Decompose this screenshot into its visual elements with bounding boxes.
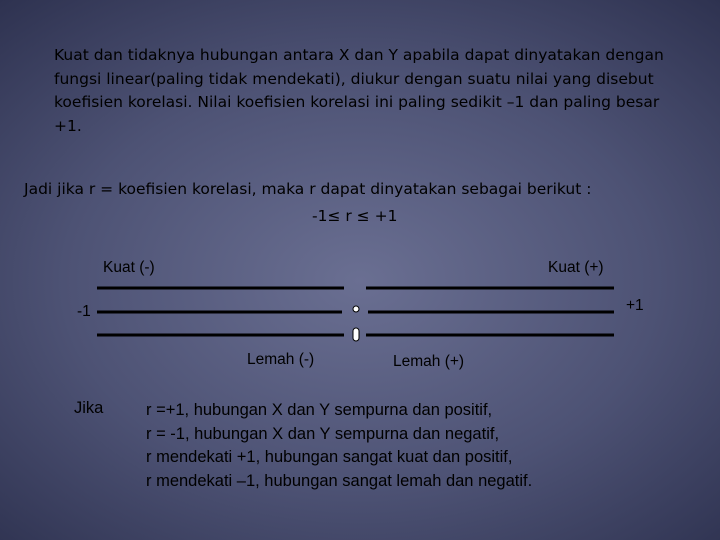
intro-line: Kuat dan tidaknya hubungan antara X dan Y apabila dapat dinyatakan dengan xyxy=(54,46,664,64)
inequality-text: -1≤ r ≤ +1 xyxy=(312,207,398,225)
conclusion-list xyxy=(146,399,532,493)
weak-negative-label: Lemah (-) xyxy=(247,351,315,368)
plus-one-label: +1 xyxy=(626,297,644,314)
list-item: r =+1, hubungan X dan Y sempurna dan positif, xyxy=(146,401,493,419)
intro-line: koefisien korelasi. Nilai koefisien korelasi ini paling sedikit –1 dan paling besar xyxy=(54,93,660,111)
strong-negative-label: Kuat (-) xyxy=(103,259,155,276)
statement-text: Jadi jika r = koefisien korelasi, maka r dapat dinyatakan sebagai berikut : xyxy=(24,180,592,198)
intro-line: +1. xyxy=(54,116,82,135)
minus-one-label: -1 xyxy=(77,303,91,320)
list-item: r = -1, hubungan X dan Y sempurna dan negatif, xyxy=(146,424,500,443)
zero-point-marker xyxy=(353,306,359,312)
list-item: r mendekati +1, hubungan sangat kuat dan positif, xyxy=(146,448,513,466)
zero-bar-marker xyxy=(353,328,359,341)
weak-positive-label: Lemah (+) xyxy=(393,353,465,370)
list-item: r mendekati –1, hubungan sangat lemah dan negatif. xyxy=(146,471,533,490)
intro-line: fungsi linear(paling tidak mendekati), diukur dengan suatu nilai yang disebut xyxy=(54,69,654,88)
strong-positive-label: Kuat (+) xyxy=(548,259,604,276)
conclusion-label: Jika xyxy=(74,399,104,417)
